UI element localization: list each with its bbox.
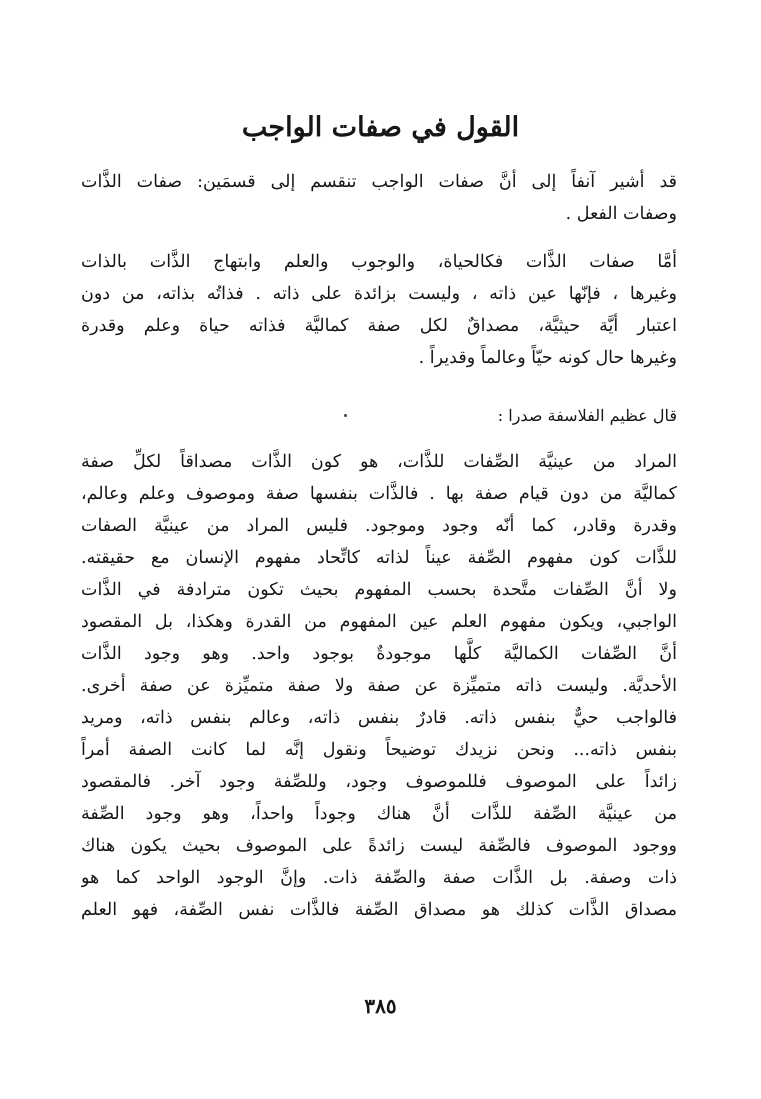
text-line: الأحديَّة. وليست ذاته متميِّزة عن صفة ولا صفة متميِّزة عن صفة أخرى. bbox=[81, 676, 677, 696]
text-line: أنَّ الصِّفات الكماليَّة كلَّها موجودةٌ بوجود واحد. وهو وجود الذَّات bbox=[81, 644, 677, 664]
paragraph-essence-attributes bbox=[81, 246, 677, 374]
page-number: ٣٨٥ bbox=[364, 994, 397, 1018]
text-line: الواجبي، ويكون مفهوم العلم عين المفهوم من القدرة وهكذا، بل المقصود bbox=[81, 612, 677, 632]
text-line: بنفس ذاته... ونحن نزيدك توضيحاً ونقول إنَّه لما كانت الصفة أمراً bbox=[81, 740, 677, 760]
text-line: ووجود الموصوف فالصِّفة ليست زائدةً على الموصوف بحيث يكون هناك bbox=[81, 836, 677, 856]
text-line: وقدرة وقادر، كما أنّه وجود وموجود. فليس المراد من عينيَّة الصفات bbox=[81, 516, 677, 536]
text-line: وغيرها ، فإنّها عين ذاته ، وليست بزائدة على ذاته . فذاتُه بذاته، من دون bbox=[81, 284, 677, 304]
text-line: من عينيَّة الصِّفة للذَّات أنَّ هناك وجوداً واحداً، وهو وجود الصِّفة bbox=[81, 804, 677, 824]
paragraph-intro bbox=[81, 166, 677, 230]
ink-speck bbox=[344, 414, 347, 417]
text-line: زائداً على الموصوف فللموصوف وجود، وللصِّفة وجود آخر. فالمقصود bbox=[81, 772, 677, 792]
text-line: للذَّات كون مفهوم الصِّفة عيناً لذاته كاتِّحاد مفهوم الإنسان مع حقيقته. bbox=[81, 548, 677, 568]
text-line: ولا أنَّ الصِّفات متَّحدة بحسب المفهوم بحيث تكون مترادفة في الذَّات bbox=[81, 580, 677, 600]
text-line: المراد من عينيَّة الصِّفات للذَّات، هو كون الذَّات مصداقاً لكلِّ صفة bbox=[81, 452, 677, 472]
text-line: ذات وصفة. بل الذَّات صفة والصِّفة ذات. وإنَّ الوجود الواحد كما هو bbox=[81, 868, 677, 888]
text-line: كماليَّة من دون قيام صفة بها . فالذَّات بنفسها صفة وموصوف وعلم وعالم، bbox=[81, 484, 677, 504]
text-line: اعتبار أيَّة حيثيَّة، مصداقٌ لكل صفة كماليَّة فذاته حياة وعلم وقدرة bbox=[81, 316, 677, 336]
text-line: وصفات الفعل . bbox=[565, 204, 677, 224]
text-line: وغيرها حال كونه حيّاً وعالماً وقديراً . bbox=[418, 348, 677, 368]
text-line: مصداق الذَّات كذلك هو مصداق الصِّفة فالذَّات نفس الصِّفة، فهو العلم bbox=[81, 900, 677, 920]
quotation-paragraph bbox=[81, 446, 677, 926]
quote-introduction: قال عظيم الفلاسفة صدرا : bbox=[497, 406, 677, 425]
chapter-title: القول في صفات الواجب bbox=[241, 112, 520, 143]
text-line: قد أشير آنفاً إلى أنَّ صفات الواجب تنقسم إلى قسمَين: صفات الذَّات bbox=[81, 172, 677, 192]
text-line: أمَّا صفات الذَّات فكالحياة، والوجوب والعلم وابتهاج الذَّات بالذات bbox=[81, 252, 677, 272]
text-line: فالواجب حيٌّ بنفس ذاته. قادرٌ بنفس ذاته، وعالم بنفس ذاته، ومريد bbox=[81, 708, 677, 728]
